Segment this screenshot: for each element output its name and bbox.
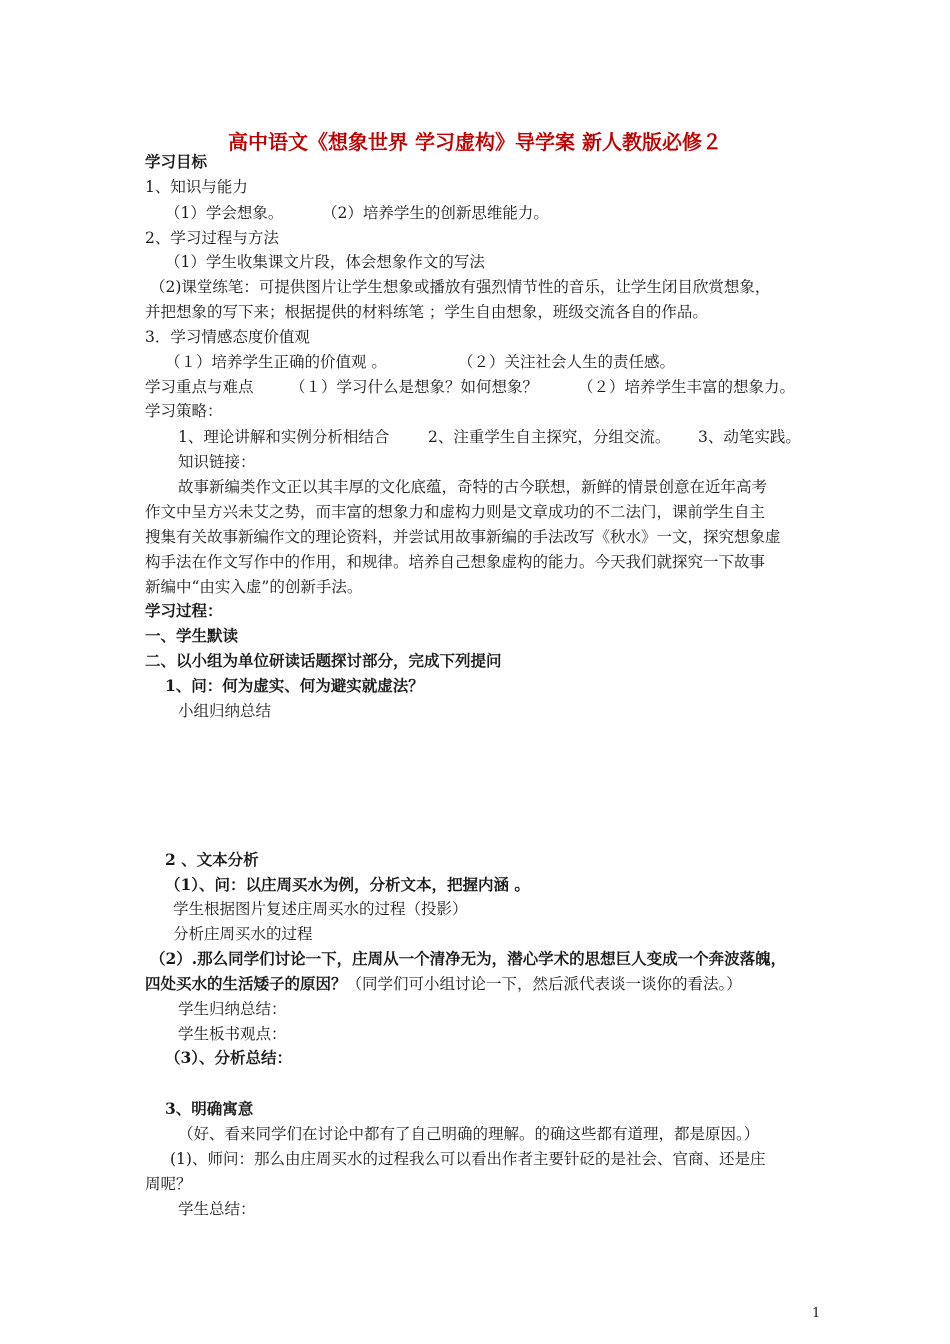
paragraph-line: （好、看来同学们在讨论中都有了自己明确的理解。的确这些都有道理，都是原因。） — [178, 1125, 760, 1143]
heading-learning-goals: 学习目标 — [145, 152, 208, 171]
section-heading: 3、明确寓意 — [165, 1099, 254, 1118]
subheading-process: 2、学习过程与方法 — [145, 229, 279, 247]
key-points-label: 学习重点与难点 — [145, 378, 254, 396]
heading-learning-process: 学习过程： — [145, 601, 223, 620]
paragraph-line: 作文中呈方兴未艾之势，而丰富的想象力和虚构力则是文章成功的不二法门，课前学生自主 — [145, 503, 766, 521]
process-item: （2)课堂练笔：可提供图片让学生想象或播放有强烈情节性的音乐，让学生闭目欣赏想象， — [150, 278, 771, 296]
group-summary-label: 小组归纳总结 — [178, 702, 272, 720]
process-item-cont: 并把想象的写下来；根据提供的材料练笔 ；学生自由想象，班级交流各自的作品。 — [145, 303, 708, 321]
paragraph-line: 周呢？ — [145, 1175, 192, 1193]
paragraph-line: (1)、师问：那么由庄周买水的过程我么可以看出作者主要针砭的是社会、官商、还是庄 — [170, 1150, 766, 1168]
question-heading: （2）.那么同学们讨论一下，庄周从一个清净无为，潜心学术的思想巨人变成一个奔波落魄， — [150, 949, 787, 968]
question-line — [145, 974, 742, 994]
question-heading: （1）、问：以庄周买水为例，分析文本，把握内涵 。 — [165, 875, 530, 894]
answer-label: 学生总结： — [178, 1200, 256, 1218]
subheading-knowledge: 1、知识与能力 — [145, 178, 248, 196]
paragraph-line: 构手法在作文写作中的作用，和规律。培养自己想象虚构的能力。今天我们就探究一下故事 — [145, 553, 766, 571]
knowledge-link-label: 知识链接： — [178, 453, 256, 471]
paragraph-line: 故事新编类作文正以其丰厚的文化底蕴，奇特的古今联想，新鲜的情景创意在近年高考 — [178, 478, 768, 496]
question-note: （同学们可小组讨论一下，然后派代表谈一谈你的看法。） — [346, 975, 742, 993]
section-heading: 一、学生默读 — [145, 626, 239, 645]
strategy-item: 2、注重学生自主探究，分组交流。 — [428, 428, 671, 446]
question-heading: （3）、分析总结： — [165, 1048, 293, 1067]
question-text-bold: 四处买水的生活矮子的原因？ — [145, 974, 347, 993]
section-heading: 二、以小组为单位研读话题探讨部分，完成下列提问 — [145, 651, 502, 670]
instruction-line: 分析庄周买水的过程 — [173, 925, 313, 943]
question-heading: 1、问：何为虚实、何为避实就虚法？ — [165, 676, 424, 695]
strategy-item: 1、理论讲解和实例分析相结合 — [178, 428, 390, 446]
goal-item: （2）培养学生的创新思维能力。 — [322, 204, 549, 222]
subheading-values: 3．学习情感态度价值观 — [145, 328, 310, 346]
process-item: （1）学生收集课文片段，体会想象作文的写法 — [165, 253, 485, 271]
instruction-line: 学生根据图片复述庄周买水的过程（投影） — [173, 900, 468, 918]
page-title: 高中语文《想象世界 学习虚构》导学案 新人教版必修２ — [228, 130, 722, 154]
strategy-label: 学习策略： — [145, 402, 223, 420]
paragraph-line: 新编中“由实入虚”的创新手法。 — [145, 578, 363, 596]
key-point: （２）培养学生丰富的想象力。 — [578, 378, 796, 396]
strategy-item: 3、动笔实践。 — [698, 428, 801, 446]
page-number: 1 — [812, 1306, 821, 1321]
values-item: （１）培养学生正确的价值观 。 — [165, 353, 387, 371]
section-heading: 2 、文本分析 — [165, 850, 259, 869]
values-item: （２）关注社会人生的责任感。 — [458, 353, 676, 371]
key-point: （１）学习什么是想象？如何想象？ — [290, 378, 539, 396]
goal-item: （1）学会想象。 — [165, 204, 284, 222]
answer-label: 学生板书观点： — [178, 1025, 287, 1043]
answer-label: 学生归纳总结： — [178, 1000, 287, 1018]
paragraph-line: 搜集有关故事新编作文的理论资料，并尝试用故事新编的手法改写《秋水》一文，探究想象虚 — [145, 528, 781, 546]
